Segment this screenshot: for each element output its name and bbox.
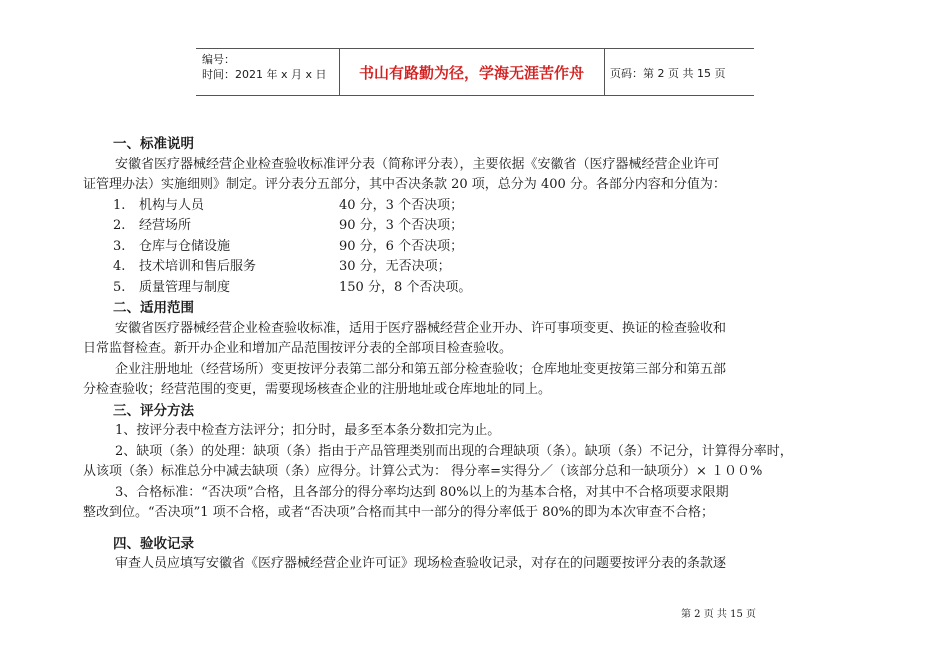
item-score: 150 分，8 个否决项。 [339, 279, 472, 295]
date-label: 时间：2021 年 x 月 x 日 [202, 68, 327, 81]
item-number: 2. [113, 218, 126, 233]
item-name: 经营场所 [139, 218, 192, 233]
item-name: 机构与人员 [139, 197, 205, 213]
section-heading: 三、评分方法 [113, 402, 194, 419]
item-number: 5. [113, 279, 126, 295]
paragraph-line: 安徽省医疗器械经营企业检查验收标准评分表（简称评分表），主要依据《安徽省（医疗器械经营企业许可 [115, 156, 720, 172]
item-score: 30 分，无否决项； [339, 259, 451, 274]
score-item [83, 278, 873, 299]
header-page-info: 页码：第 2 页 共 15 页 [610, 67, 726, 80]
paragraph-line: 分检查验收；经营范围的变更，需要现场核查企业的注册地址或仓库地址的同上。 [83, 382, 552, 397]
paragraph-line: 企业注册地址（经营场所）变更按评分表第二部分和第五部分检查验收；仓库地址变更按第三部分和第五部 [115, 361, 727, 377]
section-heading: 二、适用范围 [113, 300, 194, 316]
item-score: 90 分，6 个否决项； [339, 238, 464, 254]
section-heading: 四、验收记录 [113, 535, 194, 552]
item-name: 技术培训和售后服务 [139, 259, 257, 274]
number-label: 编号： [202, 53, 235, 66]
item-name: 质量管理与制度 [139, 279, 231, 295]
header-motto: 书山有路勤为径，学海无涯苦作舟 [358, 64, 584, 82]
paragraph-line: 审查人员应填写安徽省《医疗器械经营企业许可证》现场检查验收记录，对存在的问题要按评分表的条款逐 [115, 556, 727, 571]
header-meta [202, 52, 327, 82]
item-number: 1. [113, 197, 126, 213]
score-item [83, 257, 873, 278]
header-divider [604, 49, 605, 95]
score-item [83, 237, 873, 258]
paragraph-line: 安徽省医疗器械经营企业检查验收标准，适用于医疗器械经营企业开办、许可事项变更、换证的检查验收和 [115, 320, 727, 336]
document-body [83, 134, 873, 575]
paragraph-line: 整改到位。“否决项”1 项不合格，或者“否决项”合格而其中一部分的得分率低于 80%的即为本次审查不合格； [83, 505, 715, 520]
paragraph-line: 3、合格标准：“否决项”合格，且各部分的得分率均达到 80%以上的为基本合格，对其中不合格项要求限期 [115, 484, 729, 500]
paragraph-line: 从该项（条）标准总分中减去缺项（条）应得分。计算公式为： 得分率=实得分／（该部分总和一缺项分）× １００% [83, 464, 763, 479]
paragraph-line: 日常监督检查。新开办企业和增加产品范围按评分表的全部项目检查验收。 [83, 341, 513, 356]
item-score: 40 分，3 个否决项； [339, 197, 464, 213]
page-header [196, 48, 754, 96]
item-name: 仓库与仓储设施 [139, 238, 231, 254]
spacer [83, 524, 873, 534]
item-number: 3. [113, 238, 126, 254]
paragraph-line: 2、缺项（条）的处理：缺项（条）指由于产品管理类别而出现的合理缺项（条）。缺项（条）不记分，计算得分率时， [115, 443, 793, 459]
page-footer: 第 2 页 共 15 页 [681, 609, 756, 620]
section-heading: 一、标准说明 [113, 136, 194, 152]
item-number: 4. [113, 259, 126, 274]
paragraph-line: 1、按评分表中检查方法评分；扣分时，最多至本条分数扣完为止。 [115, 423, 501, 438]
score-item [83, 196, 873, 217]
score-item [83, 216, 873, 237]
paragraph-line: 证管理办法）实施细则》制定。评分表分五部分，其中否决条款 20 项，总分为 400 分。各部分内容和分值为： [83, 177, 726, 192]
item-score: 90 分，3 个否决项； [339, 218, 464, 233]
